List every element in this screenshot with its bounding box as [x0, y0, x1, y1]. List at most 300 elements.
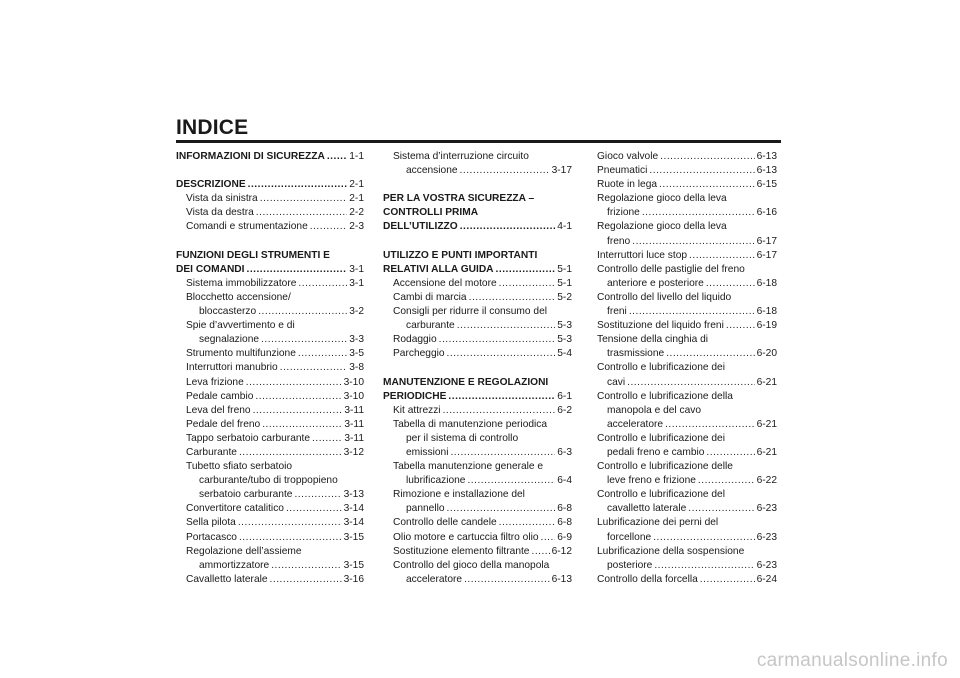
- toc-entry[interactable]: [597, 474, 777, 488]
- toc-entry[interactable]: [383, 516, 572, 530]
- dot-leader: [726, 319, 755, 333]
- dot-leader: [280, 361, 348, 375]
- toc-entry-label: Controllo delle pastiglie del freno: [597, 263, 745, 275]
- dot-leader: [443, 404, 556, 418]
- toc-page-number: 3-14: [343, 503, 364, 515]
- toc-entry-label: freno: [607, 235, 631, 247]
- toc-page-number: 6-18: [756, 277, 777, 289]
- toc-entry[interactable]: [597, 545, 777, 559]
- toc-entry-label: Leva frizione: [186, 376, 244, 388]
- toc-entry[interactable]: [597, 404, 777, 418]
- toc-entry-label: Tabella manutenzione generale e: [393, 461, 544, 473]
- toc-entry[interactable]: [597, 333, 777, 347]
- toc-page-number: 6-13: [756, 165, 777, 177]
- toc-entry[interactable]: [383, 220, 572, 234]
- toc-entry[interactable]: [383, 559, 572, 573]
- dot-leader: [659, 178, 755, 192]
- toc-page-number: 6-24: [756, 573, 777, 585]
- toc-entry[interactable]: [597, 361, 777, 375]
- toc-page-number: 6-18: [756, 306, 777, 318]
- spacer: [383, 178, 572, 192]
- toc-entry-label: forcellone: [607, 531, 652, 543]
- toc-entry[interactable]: [176, 291, 364, 305]
- toc-entry[interactable]: [383, 305, 572, 319]
- toc-entry[interactable]: [597, 390, 777, 404]
- toc-entry[interactable]: [597, 263, 777, 277]
- dot-leader: [464, 573, 550, 587]
- dot-leader: [312, 432, 342, 446]
- toc-entry-label: INFORMAZIONI DI SICUREZZA: [176, 151, 325, 162]
- toc-page-number: 3-1: [349, 277, 364, 289]
- dot-leader: [246, 263, 347, 277]
- toc-entry-label: bloccasterzo: [199, 306, 257, 318]
- toc-entry[interactable]: [597, 488, 777, 502]
- toc-entry[interactable]: [383, 333, 572, 347]
- toc-entry-label: Interruttori manubrio: [186, 362, 278, 374]
- toc-entry[interactable]: [597, 502, 777, 516]
- toc-entry-label: Sistema immobilizzatore: [186, 277, 297, 289]
- toc-page-number: 6-2: [557, 404, 572, 416]
- toc-entry-label: Interruttori luce stop: [597, 249, 688, 261]
- dot-leader: [271, 559, 341, 573]
- toc-entry[interactable]: [383, 249, 572, 263]
- toc-entry-label: Sostituzione del liquido freni: [597, 320, 724, 332]
- toc-entry-label: anteriore e posteriore: [607, 277, 704, 289]
- toc-entry-label: cavalletto laterale: [607, 503, 687, 515]
- toc-entry-label: cavi: [607, 376, 626, 388]
- toc-entry[interactable]: [176, 178, 364, 192]
- toc-page-number: 6-8: [557, 503, 572, 515]
- toc-entry[interactable]: [176, 376, 364, 390]
- toc-entry-label: Tabella di manutenzione periodica: [393, 418, 548, 430]
- toc-page-number: 6-3: [557, 446, 572, 458]
- dot-leader: [688, 502, 754, 516]
- toc-entry[interactable]: [176, 277, 364, 291]
- dot-leader: [460, 220, 556, 234]
- toc-entry-label: Consigli per ridurre il consumo del: [393, 306, 548, 318]
- toc-entry[interactable]: [176, 249, 364, 263]
- toc-entry-label: Tubetto sfiato serbatoio: [186, 461, 293, 473]
- toc-column-2: [383, 150, 572, 587]
- dot-leader: [457, 319, 556, 333]
- toc-entry[interactable]: [383, 474, 572, 488]
- toc-entry-label: Comandi e strumentazione: [186, 221, 308, 233]
- toc-entry[interactable]: [597, 305, 777, 319]
- toc-entry[interactable]: [383, 390, 572, 404]
- toc-entry-label: UTILIZZO E PUNTI IMPORTANTI: [383, 249, 538, 261]
- toc-entry[interactable]: [176, 559, 364, 573]
- dot-leader: [706, 277, 755, 291]
- toc-entry-label: pedali freno e cambio: [607, 446, 705, 458]
- toc-page-number: 3-14: [343, 517, 364, 529]
- toc-entry-label: Rodaggio: [393, 334, 437, 346]
- toc-entry-label: per il sistema di controllo: [406, 432, 519, 444]
- toc-page-number: 6-17: [756, 235, 777, 247]
- toc-entry-label: Cambi di marcia: [393, 291, 467, 303]
- toc-entry[interactable]: [383, 545, 572, 559]
- toc-page-number: 6-20: [756, 348, 777, 360]
- toc-entry-label: Ruote in lega: [597, 179, 658, 191]
- toc-entry[interactable]: [176, 361, 364, 375]
- toc-entry[interactable]: [383, 502, 572, 516]
- toc-entry-label: frizione: [607, 207, 640, 219]
- toc-entry[interactable]: [597, 460, 777, 474]
- toc-page-number: 6-4: [557, 475, 572, 487]
- toc-entry[interactable]: [597, 277, 777, 291]
- dot-leader: [239, 446, 342, 460]
- dot-leader: [629, 305, 755, 319]
- toc-entry[interactable]: [597, 291, 777, 305]
- toc-entry-label: Carburante: [186, 446, 237, 458]
- toc-entry[interactable]: [176, 333, 364, 347]
- toc-entry[interactable]: [597, 178, 777, 192]
- toc-entry[interactable]: [383, 347, 572, 361]
- toc-entry[interactable]: [176, 488, 364, 502]
- toc-entry[interactable]: [176, 502, 364, 516]
- dot-leader: [439, 333, 556, 347]
- toc-entry[interactable]: [383, 446, 572, 460]
- toc-entry[interactable]: [176, 474, 364, 488]
- toc-entry[interactable]: [597, 418, 777, 432]
- toc-entry-label: Controllo e lubrificazione del: [597, 489, 725, 501]
- dot-leader: [467, 474, 555, 488]
- dot-leader: [460, 164, 550, 178]
- toc-entry[interactable]: [383, 531, 572, 545]
- toc-page-number: 6-21: [756, 376, 777, 388]
- dot-leader: [256, 206, 347, 220]
- toc-entry[interactable]: [176, 390, 364, 404]
- dot-leader: [642, 206, 755, 220]
- toc-entry[interactable]: [176, 446, 364, 460]
- dot-leader: [706, 446, 754, 460]
- toc-entry[interactable]: [597, 573, 777, 587]
- toc-entry-label: Pedale del freno: [186, 418, 261, 430]
- toc-entry[interactable]: [383, 573, 572, 587]
- toc-entry[interactable]: [597, 319, 777, 333]
- toc-entry-label: Gioco valvole: [597, 151, 659, 162]
- toc-entry-label: Pneumatici: [597, 165, 648, 177]
- toc-entry[interactable]: [176, 404, 364, 418]
- toc-entry[interactable]: [597, 347, 777, 361]
- toc-entry-label: carburante/tubo di troppopieno: [199, 475, 338, 487]
- dot-leader: [700, 573, 755, 587]
- dot-leader: [261, 333, 347, 347]
- toc-entry-label: Rimozione e installazione del: [393, 489, 525, 501]
- toc-page-number: 2-3: [349, 221, 364, 233]
- toc-entry[interactable]: [383, 206, 572, 220]
- dot-leader: [689, 249, 755, 263]
- toc-page-number: 6-21: [756, 418, 777, 430]
- dot-leader: [258, 305, 347, 319]
- dot-leader: [327, 150, 347, 164]
- toc-entry[interactable]: [176, 432, 364, 446]
- toc-entry-label: Lubrificazione dei perni del: [597, 517, 719, 529]
- toc-entry-label: Regolazione gioco della leva: [597, 221, 727, 233]
- toc-page-number: 3-17: [551, 165, 572, 177]
- toc-entry[interactable]: [176, 460, 364, 474]
- toc-entry[interactable]: [176, 150, 364, 164]
- toc-page-number: 5-3: [557, 320, 572, 332]
- toc-page-number: 5-3: [557, 334, 572, 346]
- dot-leader: [499, 277, 556, 291]
- toc-entry[interactable]: [597, 559, 777, 573]
- dot-leader: [660, 150, 754, 164]
- dot-leader: [469, 291, 556, 305]
- toc-entry-label: CONTROLLI PRIMA: [383, 207, 479, 219]
- toc-entry-label: Controllo della forcella: [597, 573, 698, 585]
- dot-leader: [310, 220, 348, 234]
- toc-entry-label: PER LA VOSTRA SICUREZZA –: [383, 193, 535, 205]
- toc-page-number: 1-1: [349, 151, 364, 162]
- dot-leader: [654, 559, 754, 573]
- toc-entry[interactable]: [597, 192, 777, 206]
- toc-page-number: 3-10: [343, 376, 364, 388]
- toc-entry[interactable]: [597, 150, 777, 164]
- toc-page-number: 3-11: [344, 418, 364, 430]
- toc-entry-label: DELL’UTILIZZO: [383, 221, 458, 233]
- toc-entry-label: Sistema d’interruzione circuito: [393, 151, 529, 162]
- toc-entry-label: Regolazione dell’assieme: [186, 545, 302, 557]
- dot-leader: [447, 347, 556, 361]
- toc-entry-label: Cavalletto laterale: [186, 573, 268, 585]
- toc-page-number: 3-16: [343, 573, 364, 585]
- toc-entry-label: PERIODICHE: [383, 390, 447, 402]
- toc-page-number: 6-19: [756, 320, 777, 332]
- dot-leader: [666, 347, 754, 361]
- toc-entry[interactable]: [176, 573, 364, 587]
- toc-entry[interactable]: [383, 404, 572, 418]
- toc-page-number: 6-23: [756, 531, 777, 543]
- toc-entry-label: Tappo serbatoio carburante: [186, 432, 311, 444]
- dot-leader: [531, 545, 549, 559]
- toc-entry-label: segnalazione: [199, 334, 260, 346]
- title-rule: [176, 140, 781, 143]
- toc-entry-label: Pedale cambio: [186, 390, 254, 402]
- toc-entry-label: carburante: [406, 320, 455, 332]
- toc-page-number: 6-1: [557, 390, 572, 402]
- dot-leader: [262, 418, 342, 432]
- toc-page-number: 2-1: [349, 193, 364, 205]
- toc-entry[interactable]: [597, 432, 777, 446]
- dot-leader: [294, 488, 341, 502]
- toc-entry[interactable]: [176, 418, 364, 432]
- dot-leader: [298, 347, 347, 361]
- toc-page-number: 3-3: [349, 334, 364, 346]
- toc-entry-label: lubrificazione: [406, 475, 466, 487]
- toc-entry-label: Controllo del livello del liquido: [597, 291, 732, 303]
- toc-entry[interactable]: [176, 516, 364, 530]
- toc-entry[interactable]: [597, 235, 777, 249]
- toc-entry[interactable]: [383, 418, 572, 432]
- toc-page-number: 3-11: [344, 432, 364, 444]
- toc-entry-label: Convertitore catalitico: [186, 503, 284, 515]
- toc-entry[interactable]: [383, 263, 572, 277]
- toc-entry-label: Spie d’avvertimento e di: [186, 320, 295, 332]
- toc-page-number: 3-10: [343, 390, 364, 402]
- toc-page-number: 2-2: [349, 207, 364, 219]
- toc-entry-label: Vista da sinistra: [186, 193, 258, 205]
- toc-page-number: 6-8: [557, 517, 572, 529]
- dot-leader: [246, 376, 342, 390]
- toc-entry-label: Kit attrezzi: [393, 404, 441, 416]
- toc-page-number: 3-1: [349, 263, 364, 275]
- dot-leader: [665, 418, 755, 432]
- dot-leader: [255, 390, 341, 404]
- toc-page-number: 3-5: [349, 348, 364, 360]
- toc-page-number: 3-15: [343, 531, 364, 543]
- dot-leader: [238, 516, 342, 530]
- toc-entry-label: RELATIVI ALLA GUIDA: [383, 263, 494, 275]
- dot-leader: [627, 376, 754, 390]
- toc-entry-label: emissioni: [406, 446, 449, 458]
- toc-entry-label: FUNZIONI DEGLI STRUMENTI E: [176, 249, 330, 261]
- toc-entry-label: pannello: [406, 503, 445, 515]
- toc-entry[interactable]: [597, 531, 777, 545]
- dot-leader: [496, 263, 556, 277]
- toc-page-number: 6-16: [756, 207, 777, 219]
- toc-page-number: 3-2: [349, 306, 364, 318]
- dot-leader: [649, 164, 754, 178]
- spacer: [383, 361, 572, 375]
- dot-leader: [448, 390, 555, 404]
- dot-leader: [270, 573, 342, 587]
- toc-page-number: 3-8: [349, 362, 364, 374]
- toc-entry-label: Controllo e lubrificazione dei: [597, 432, 725, 444]
- toc-page-number: 6-15: [756, 179, 777, 191]
- toc-page-number: 6-12: [551, 545, 572, 557]
- toc-page-number: 5-1: [557, 277, 572, 289]
- toc-entry-label: ammortizzatore: [199, 559, 270, 571]
- toc-entry-label: Regolazione gioco della leva: [597, 193, 727, 205]
- toc-entry[interactable]: [383, 291, 572, 305]
- toc-entry-label: Controllo e lubrificazione della: [597, 390, 733, 402]
- toc-page-number: 6-13: [756, 151, 777, 162]
- toc-page-number: 3-13: [343, 489, 364, 501]
- toc-entry[interactable]: [176, 305, 364, 319]
- dot-leader: [541, 531, 556, 545]
- toc-entry-label: leve freno e frizione: [607, 475, 696, 487]
- toc-entry-label: trasmissione: [607, 348, 665, 360]
- toc-entry[interactable]: [176, 531, 364, 545]
- toc-page-number: 6-21: [756, 446, 777, 458]
- toc-entry[interactable]: [597, 516, 777, 530]
- toc-entry[interactable]: [597, 376, 777, 390]
- dot-leader: [653, 531, 754, 545]
- toc-entry-label: accensione: [406, 165, 458, 177]
- toc-entry-label: serbatoio carburante: [199, 489, 293, 501]
- toc-entry-label: Lubrificazione della sospensione: [597, 545, 745, 557]
- toc-entry-label: Sella pilota: [186, 517, 236, 529]
- toc-entry[interactable]: [383, 460, 572, 474]
- toc-entry[interactable]: [597, 446, 777, 460]
- dot-leader: [286, 502, 342, 516]
- toc-page-number: 6-23: [756, 503, 777, 515]
- toc-entry[interactable]: [383, 432, 572, 446]
- dot-leader: [450, 446, 555, 460]
- toc-entry-label: MANUTENZIONE E REGOLAZIONI: [383, 376, 549, 388]
- toc-entry[interactable]: [383, 277, 572, 291]
- toc-page-number: 3-12: [343, 446, 364, 458]
- toc-page-number: 2-1: [349, 179, 364, 191]
- toc-page-number: 6-23: [756, 559, 777, 571]
- toc-column-3: [597, 150, 777, 587]
- dot-leader: [248, 178, 348, 192]
- toc-entry[interactable]: [383, 150, 572, 164]
- toc-entry[interactable]: [597, 220, 777, 234]
- toc-entry-label: Accensione del motore: [393, 277, 497, 289]
- toc-entry-label: Parcheggio: [393, 348, 445, 360]
- toc-column-1: [176, 150, 364, 587]
- toc-entry[interactable]: [176, 545, 364, 559]
- dot-leader: [239, 531, 342, 545]
- toc-entry[interactable]: [597, 206, 777, 220]
- toc-entry-label: DESCRIZIONE: [176, 179, 246, 191]
- toc-entry[interactable]: [176, 192, 364, 206]
- spacer: [176, 164, 364, 178]
- toc-entry[interactable]: [597, 249, 777, 263]
- toc-entry-label: Leva del freno: [186, 404, 251, 416]
- spacer: [383, 235, 572, 249]
- toc-page-number: 6-9: [557, 531, 572, 543]
- toc-entry-label: Strumento multifunzione: [186, 348, 296, 360]
- toc-page-number: 5-1: [557, 263, 572, 275]
- toc-page-number: 6-17: [756, 249, 777, 261]
- dot-leader: [253, 404, 343, 418]
- toc-entry-label: DEI COMANDI: [176, 263, 245, 275]
- dot-leader: [632, 235, 754, 249]
- toc-entry-label: Controllo e lubrificazione delle: [597, 461, 733, 473]
- toc-entry-label: acceleratore: [607, 418, 664, 430]
- dot-leader: [447, 502, 556, 516]
- toc-entry[interactable]: [383, 488, 572, 502]
- toc-entry-label: manopola e del cavo: [607, 404, 702, 416]
- toc-entry[interactable]: [176, 206, 364, 220]
- toc-entry[interactable]: [383, 192, 572, 206]
- toc-page-number: 3-15: [343, 559, 364, 571]
- toc-entry[interactable]: [383, 164, 572, 178]
- dot-leader: [499, 516, 556, 530]
- toc-page-number: 3-11: [344, 404, 364, 416]
- toc-entry-label: posteriore: [607, 559, 653, 571]
- toc-entry-label: acceleratore: [406, 573, 463, 585]
- toc-entry-label: Tensione della cinghia di: [597, 334, 709, 346]
- toc-entry[interactable]: [597, 164, 777, 178]
- toc-entry-label: Controllo e lubrificazione dei: [597, 362, 725, 374]
- dot-leader: [298, 277, 347, 291]
- watermark: carmanualsonline.info: [756, 650, 948, 671]
- toc-entry[interactable]: [176, 347, 364, 361]
- toc-entry[interactable]: [383, 376, 572, 390]
- toc-page-number: 4-1: [557, 221, 572, 233]
- toc-entry[interactable]: [176, 319, 364, 333]
- toc-entry-label: Vista da destra: [186, 207, 254, 219]
- toc-entry-label: Blocchetto accensione/: [186, 291, 291, 303]
- dot-leader: [260, 192, 348, 206]
- toc-entry-label: freni: [607, 306, 627, 318]
- toc-page-number: 6-13: [551, 573, 572, 585]
- toc-entry-label: Controllo delle candele: [393, 517, 497, 529]
- toc-entry-label: Olio motore e cartuccia filtro olio: [393, 531, 539, 543]
- toc-page-number: 5-4: [557, 348, 572, 360]
- spacer: [176, 235, 364, 249]
- toc-page-number: 5-2: [557, 291, 572, 303]
- toc-page-number: 6-22: [756, 475, 777, 487]
- toc-entry[interactable]: [176, 220, 364, 234]
- toc-entry[interactable]: [383, 319, 572, 333]
- toc-entry-label: Controllo del gioco della manopola: [393, 559, 550, 571]
- page-title: INDICE: [176, 116, 249, 139]
- toc-entry[interactable]: [176, 263, 364, 277]
